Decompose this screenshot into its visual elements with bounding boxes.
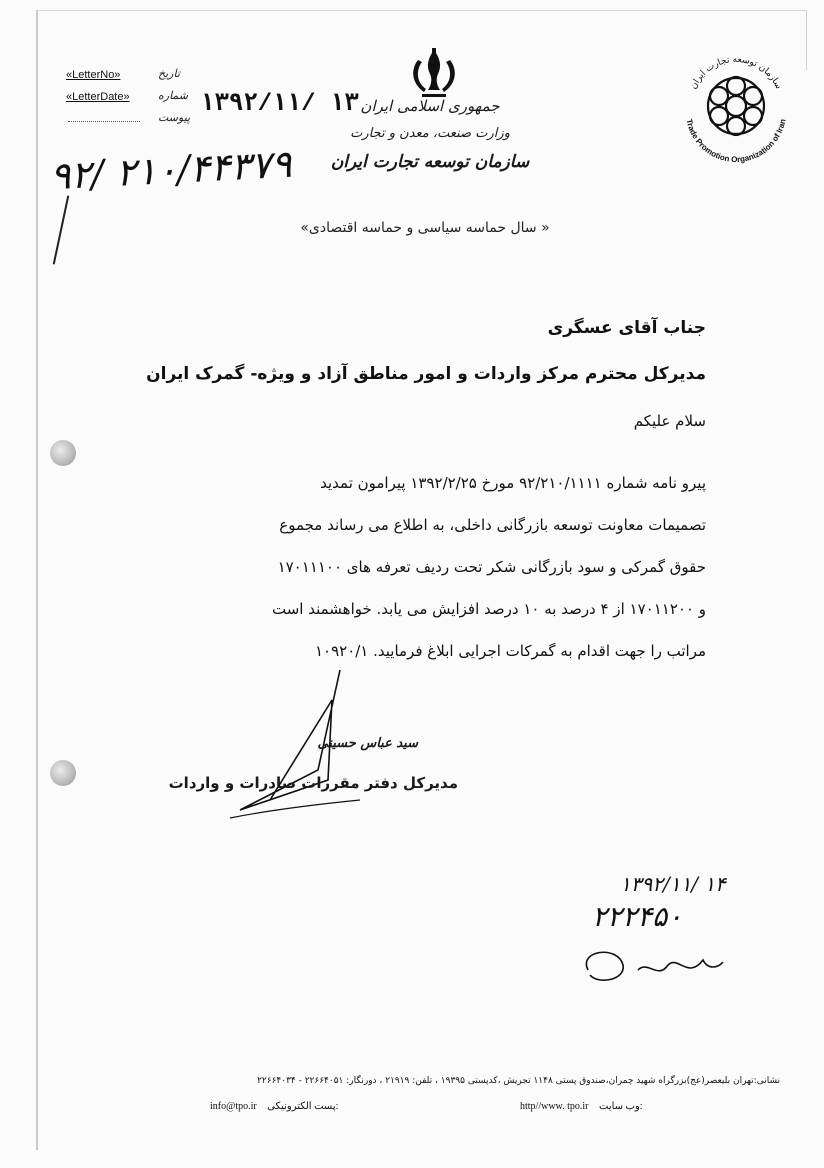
addressee-title: مدیرکل محترم مرکز واردات و امور مناطق آزاد و ویژه- گمرک ایران <box>146 364 706 384</box>
footer-email-value: info@tpo.ir <box>210 1101 257 1112</box>
letter-date-placeholder: «LetterDate» <box>66 91 130 103</box>
year-motto: « سال حماسه سیاسی و حماسه اقتصادی» <box>300 220 550 236</box>
page-left-border <box>36 10 38 1150</box>
receipt-annotation <box>560 872 780 992</box>
footer-email <box>210 1101 338 1112</box>
body-line: پیرو نامه شماره ۹۲/۲۱۰/۱۱۱۱ مورخ ۱۳۹۲/۲/۲۵ پیرامون تمدید <box>320 474 706 492</box>
svg-text:Trade Promotion Organization o <box>685 118 788 164</box>
letter-body <box>166 462 706 672</box>
footer-address: نشانی:تهران بلیعصر(عج)بزرگراه شهید چمران،صندوق پستی ۱۱۴۸ تجریش ،کدپستی ۱۹۳۹۵ ، تلفن: ۲۱۹۱۹ ، دورنگار: ۲۲۶۶۴۰۵۱ - ۲۲۶۶۴۰۳۴ <box>257 1076 780 1086</box>
addressee-name: جناب آقای عسگری <box>547 318 706 338</box>
body-line: حقوق گمرکی و سود بازرگانی شکر تحت ردیف تعرفه های ۱۷۰۱۱۱۰۰ <box>277 558 706 576</box>
footer-website <box>520 1101 643 1112</box>
svg-text:سازمان توسعه تجارت ایران <box>689 55 783 91</box>
logo-text-fa: سازمان توسعه تجارت ایران <box>688 54 784 91</box>
tpo-logo <box>672 42 800 170</box>
page-right-border <box>806 10 807 70</box>
label-date: تاریخ <box>158 67 180 80</box>
attachment-line <box>68 121 140 122</box>
punch-hole-bottom <box>50 760 76 786</box>
ministry-heading <box>330 92 530 176</box>
handwritten-stroke <box>53 196 70 265</box>
label-number: شماره <box>158 89 189 102</box>
receipt-date: ۱۳۹۲/۱۱/ ۱۴ <box>620 872 726 896</box>
ministry-line-ministry: وزارت صنعت، معدن و تجارت <box>350 126 510 141</box>
greeting: سلام علیکم <box>633 412 706 430</box>
ministry-line-republic: جمهوری اسلامی ایران <box>360 97 500 115</box>
footer-email-label: پست الکترونیکی: <box>267 1101 339 1112</box>
handwritten-letter-number: ۹۲/ ۲۱۰/۴۴۳۷۹ <box>49 141 293 199</box>
punch-hole-top <box>50 440 76 466</box>
label-attachment: پیوست <box>158 111 191 124</box>
body-line: و ۱۷۰۱۱۲۰۰ از ۴ درصد به ۱۰ درصد افزایش می یابد. خواهشمند است <box>271 600 706 618</box>
body-line: مراتب را جهت اقدام به گمرکات اجرایی ابلاغ فرمایید. ۱۰۹۲۰/۱ <box>314 642 706 660</box>
logo-text-en: Trade Promotion Organization of Iran <box>684 118 788 165</box>
receipt-number: ۲۲۲۴۵۰ <box>592 900 683 933</box>
ministry-line-organization: سازمان توسعه تجارت ایران <box>330 152 530 172</box>
letter-no-placeholder: «LetterNo» <box>66 69 121 81</box>
signatory-title: مدیرکل دفتر مقررات صادرات و واردات <box>168 774 458 792</box>
footer-website-label: وب سایت: <box>599 1101 643 1112</box>
body-line: تصمیمات معاونت توسعه بازرگانی داخلی، به اطلاع می رساند مجموع <box>279 516 706 534</box>
stamped-date: ۱۳۹۲/۱۱/ ۱۳ <box>200 91 359 118</box>
receipt-signature <box>578 940 728 990</box>
signatory-name: سید عباس حسینی <box>317 736 418 751</box>
page-top-border <box>36 10 806 11</box>
footer-website-value: http//www. tpo.ir <box>520 1101 589 1112</box>
